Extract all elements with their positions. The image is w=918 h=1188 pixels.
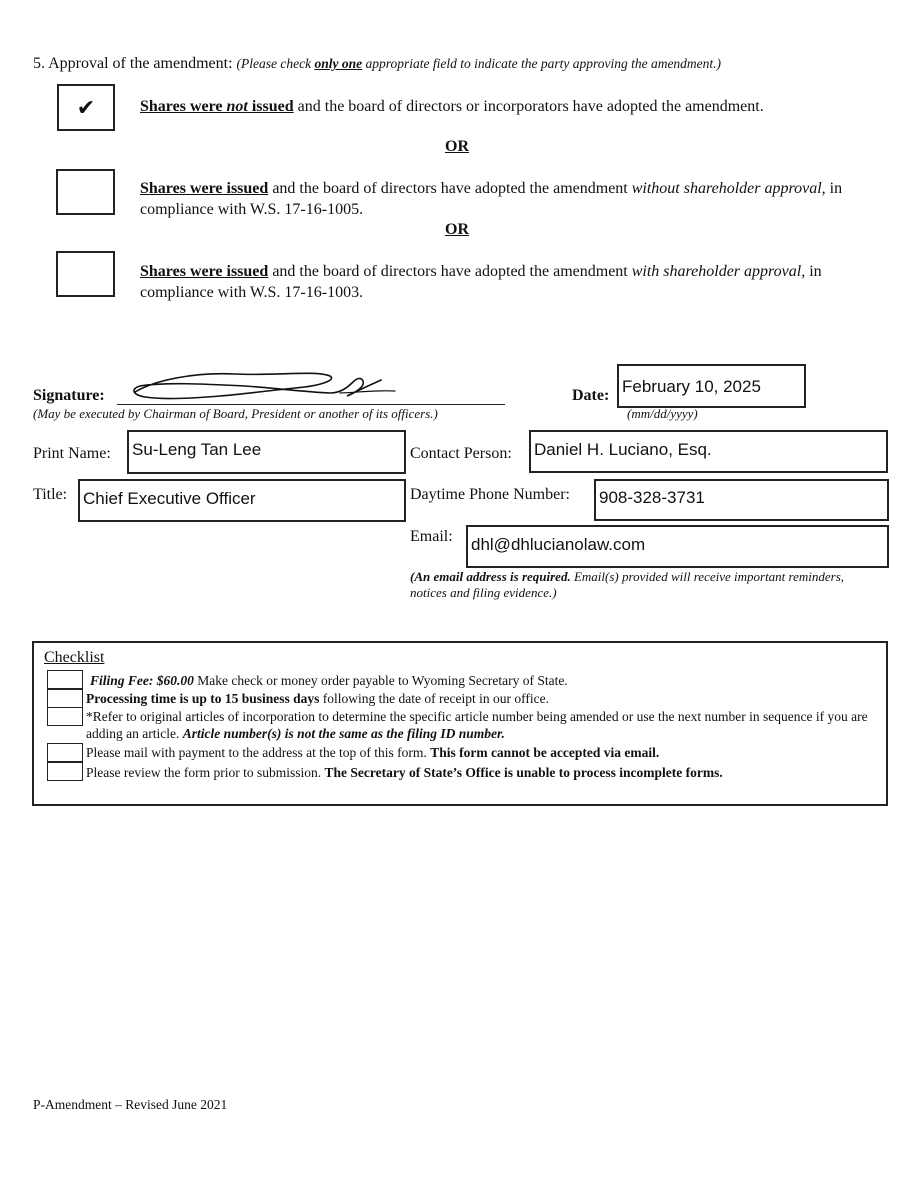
checklist-checkbox[interactable] xyxy=(47,670,83,689)
phone-field[interactable]: 908-328-3731 xyxy=(594,479,889,521)
title-label: Title: xyxy=(33,486,68,503)
date-field[interactable]: February 10, 2025 xyxy=(617,364,806,408)
print-name-field[interactable]: Su-Leng Tan Lee xyxy=(127,430,406,474)
email-label: Email: xyxy=(410,528,453,545)
checklist-item-review-form: Please review the form prior to submission. The Secretary of State’s Office is unable to process incomplete forms. xyxy=(86,765,723,780)
checklist-checkbox[interactable] xyxy=(47,762,83,781)
section-heading: 5. Approval of the amendment: (Please check only one appropriate field to indicate the party approving the amendment.) xyxy=(33,55,722,72)
option-shares-not-issued-label: Shares were not issued and the board of directors or incorporators have adopted the amendment. xyxy=(140,98,764,115)
checklist-checkbox[interactable] xyxy=(47,743,83,762)
title-field[interactable]: Chief Executive Officer xyxy=(78,479,406,522)
signature-label: Signature: xyxy=(33,387,105,404)
checklist-checkbox[interactable] xyxy=(47,707,83,726)
email-field[interactable]: dhl@dhlucianolaw.com xyxy=(466,525,889,568)
contact-person-label: Contact Person: xyxy=(410,445,512,462)
contact-person-field[interactable]: Daniel H. Luciano, Esq. xyxy=(529,430,888,473)
check-mark-icon: ✔ xyxy=(76,94,96,120)
phone-label: Daytime Phone Number: xyxy=(410,486,570,503)
option-issued-without-approval-label: Shares were issued and the board of directors have adopted the amendment without shareholder approval, in compliance with W.S. 17-16-1005. xyxy=(140,180,843,218)
form-footer: P-Amendment – Revised June 2021 xyxy=(33,1097,228,1112)
checklist-checkbox[interactable] xyxy=(47,689,83,708)
date-format-hint: (mm/dd/yyyy) xyxy=(627,406,698,421)
checklist-item-article-number: *Refer to original articles of incorporation to determine the specific article number being amended or use the next number in sequence if you are adding an article. Article number(s) is not the same as the filing ID number. xyxy=(86,709,868,741)
signature-image xyxy=(125,362,405,412)
email-note: (An email address is required. Email(s) provided will receive important reminders, notices and filing evidence.) xyxy=(410,569,845,600)
checklist-item-filing-fee: Filing Fee: $60.00 Make check or money order payable to Wyoming Secretary of State. xyxy=(90,673,568,688)
checklist-title: Checklist xyxy=(44,649,105,666)
checklist-item-mail-payment: Please mail with payment to the address at the top of this form. This form cannot be accepted via email. xyxy=(86,745,660,760)
option-shares-not-issued-checkbox[interactable] xyxy=(57,84,115,131)
signature-note: (May be executed by Chairman of Board, President or another of its officers.) xyxy=(33,406,438,421)
option-issued-with-approval-label: Shares were issued and the board of directors have adopted the amendment with shareholder approval, in compliance with W.S. 17-16-1003. xyxy=(140,263,822,301)
option-issued-without-approval-checkbox[interactable] xyxy=(56,169,115,215)
option-issued-with-approval-checkbox[interactable] xyxy=(56,251,115,297)
or-divider: OR xyxy=(445,138,469,155)
date-label: Date: xyxy=(572,387,610,404)
print-name-label: Print Name: xyxy=(33,445,111,462)
checklist-item-processing-time: Processing time is up to 15 business days following the date of receipt in our office. xyxy=(86,691,549,706)
or-divider: OR xyxy=(445,221,469,238)
